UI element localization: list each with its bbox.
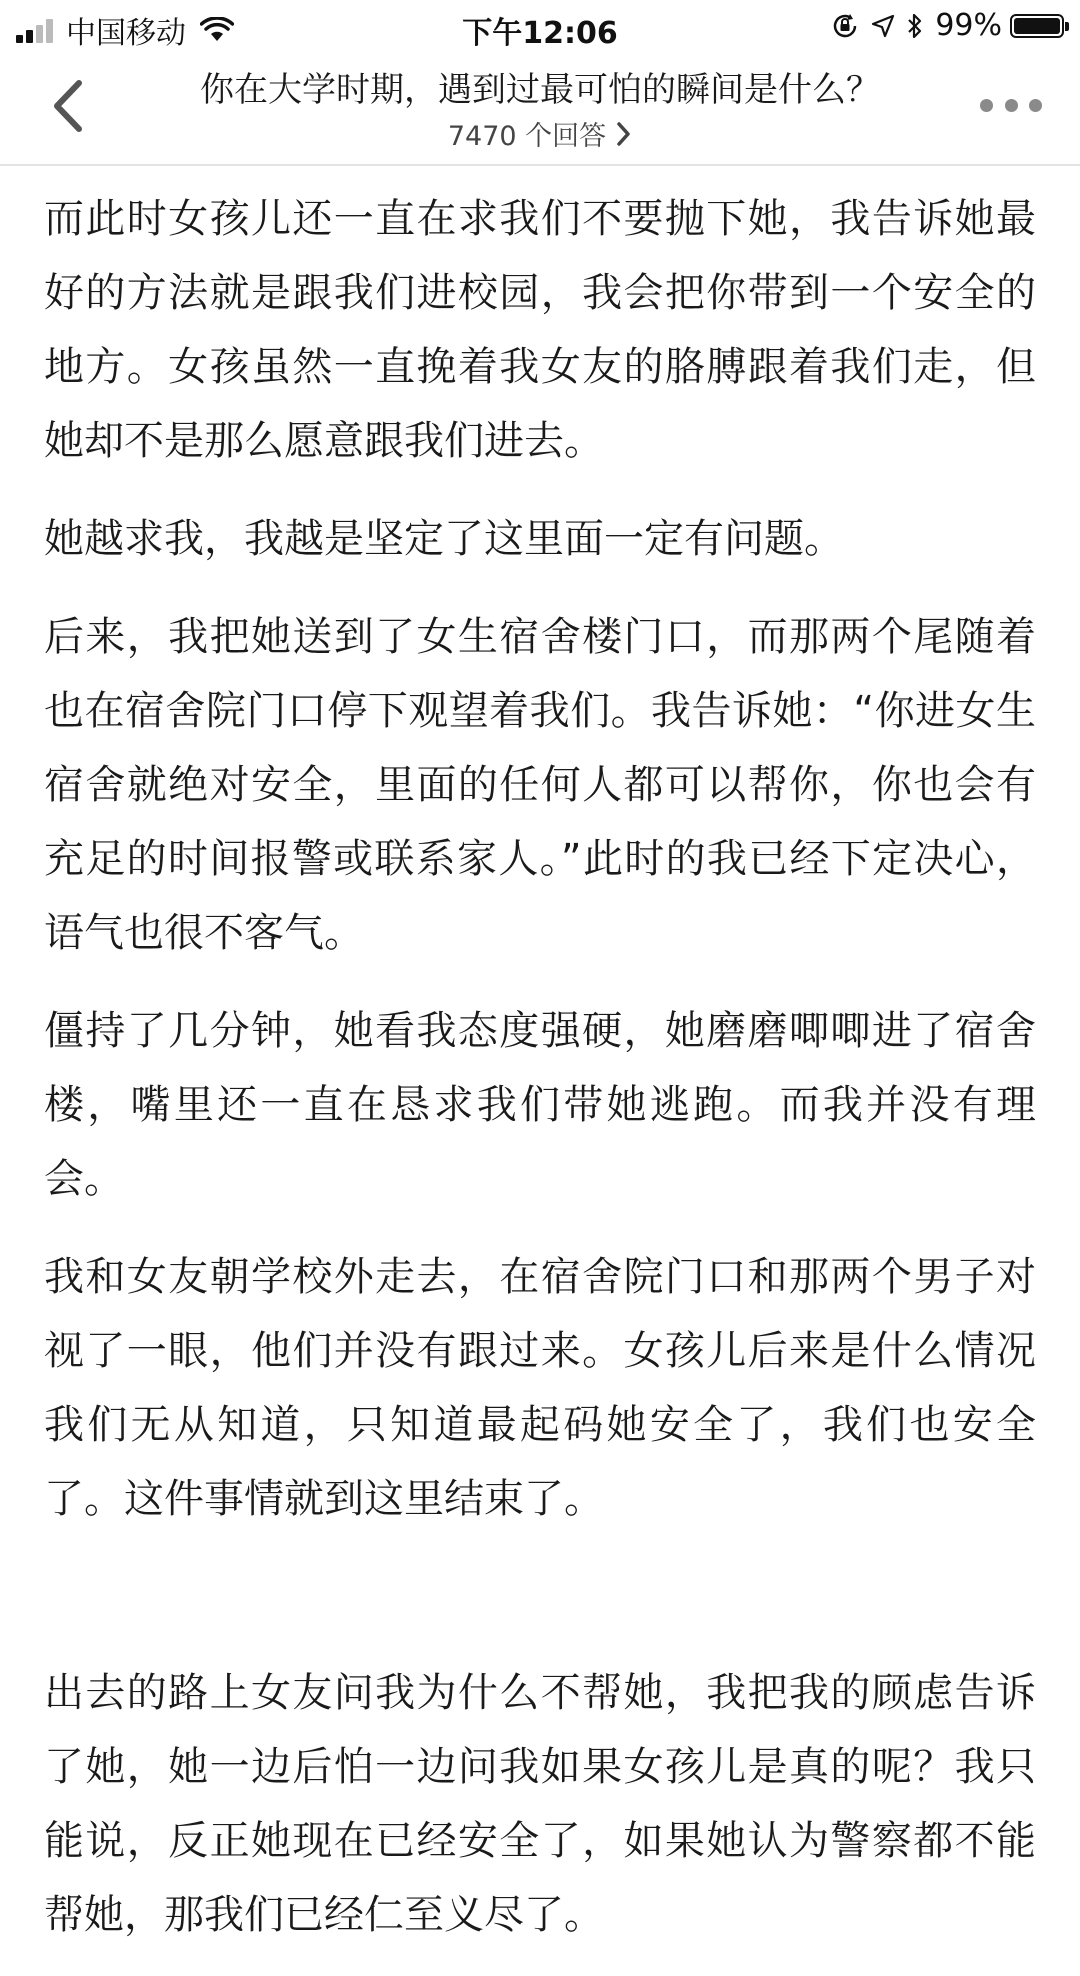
question-header — [0, 52, 1080, 166]
more-dots-icon — [980, 99, 993, 112]
answer-paragraph: 后来，我把她送到了女生宿舍楼门口，而那两个尾随着也在宿舍院门口停下观望着我们。我告诉她：“你进女生宿舍就绝对安全，里面的任何人都可以帮你，你也会有充足的时间报警或联系家人。”此时的我已经下定决心，语气也很不客气。 — [44, 614, 1036, 956]
chevron-right-icon — [616, 121, 632, 147]
bluetooth-icon — [907, 12, 923, 40]
status-bar — [0, 0, 1080, 52]
answer-paragraph: 僵持了几分钟，她看我态度强硬，她磨磨唧唧进了宿舍楼，嘴里还一直在恳求我们带她逃跑。而我并没有理会。 — [44, 1008, 1036, 1202]
more-button[interactable] — [980, 90, 1042, 120]
answers-count: 7470 个回答 — [447, 121, 607, 152]
answer-paragraph: 她越求我，我越是坚定了这里面一定有问题。 — [44, 516, 844, 562]
answers-count-link[interactable] — [0, 114, 1080, 153]
answer-content — [44, 182, 1036, 1976]
answer-paragraph: 而此时女孩儿还一直在求我们不要抛下她，我告诉她最好的方法就是跟我们进校园，我会把你带到一个安全的地方。女孩虽然一直挽着我女友的胳膊跟着我们走，但她却不是那么愿意跟我们进去。 — [44, 196, 1036, 464]
status-bar-right — [819, 8, 1064, 43]
battery-icon — [1010, 14, 1064, 38]
carrier-name: 中国移动 — [66, 16, 186, 51]
more-dots-icon — [1029, 99, 1042, 112]
status-time: 下午12:06 — [462, 16, 618, 51]
battery-fill — [1014, 18, 1060, 34]
battery-percent: 99% — [935, 8, 1002, 43]
more-dots-icon — [1005, 99, 1018, 112]
question-title[interactable]: 你在大学时期，遇到过最可怕的瞬间是什么？ — [200, 70, 880, 110]
answer-paragraph: 出去的路上女友问我为什么不帮她，我把我的顾虑告诉了她，她一边后怕一边问我如果女孩儿是真的呢？我只能说，反正她现在已经安全了，如果她认为警察都不能帮她，那我们已经仁至义尽了。 — [44, 1670, 1036, 1938]
answer-paragraph: 我和女友朝学校外走去，在宿舍院门口和那两个男子对视了一眼，他们并没有跟过来。女孩儿后来是什么情况我们无从知道，只知道最起码她安全了，我们也安全了。这件事情就到这里结束了。 — [44, 1254, 1036, 1522]
location-icon — [871, 14, 895, 38]
orientation-lock-icon — [831, 12, 859, 40]
